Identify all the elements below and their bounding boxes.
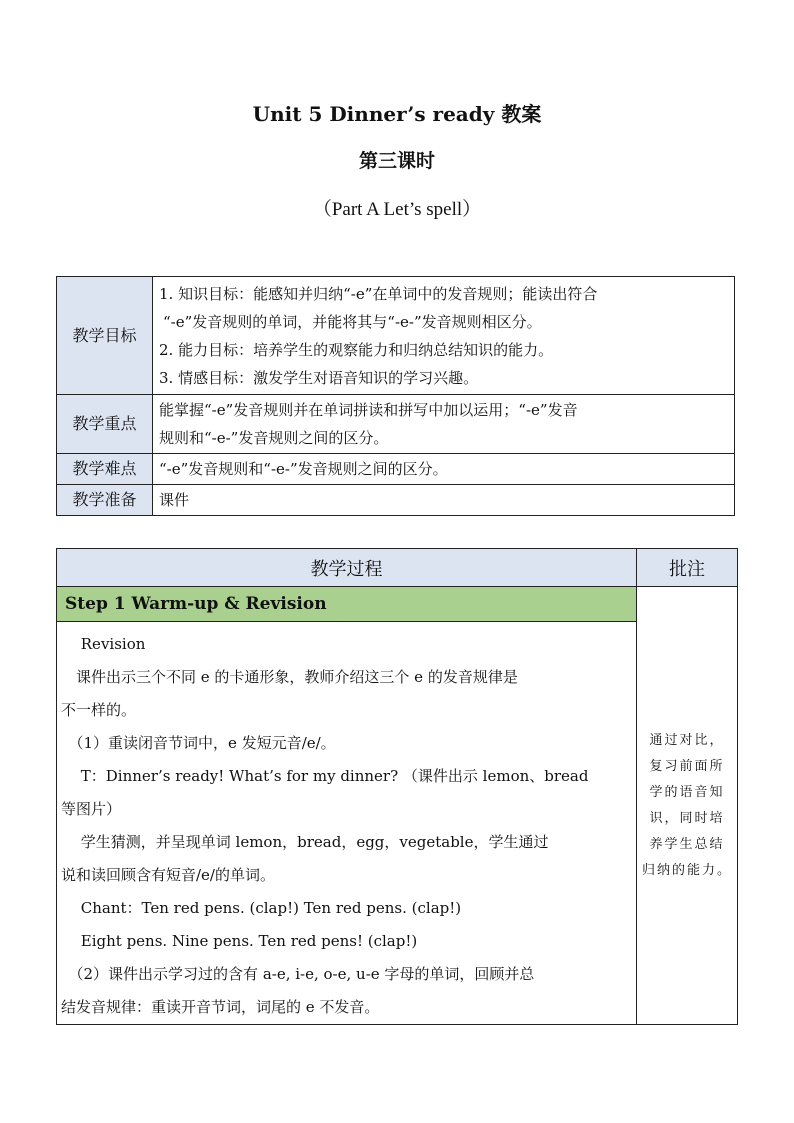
goals-content — [153, 277, 735, 395]
note-line: 归纳的能力。 — [641, 862, 732, 878]
key-points-content — [153, 395, 735, 454]
difficulty-content: “-e”发音规则和“-e-”发音规则之间的区分。 — [153, 454, 735, 485]
note-line: 复习前面所 — [649, 758, 725, 774]
goals-line: 3. 情感目标：激发学生对语音知识的学习兴趣。 — [159, 368, 479, 387]
process-line: Eight pens. Nine pens. Ten red pens! (clap!) — [61, 932, 418, 950]
process-line: 等图片） — [61, 800, 122, 818]
teaching-process-table — [56, 548, 738, 1025]
process-line: 课件出示三个不同 e 的卡通形象，教师介绍这三个 e 的发音规律是 — [61, 668, 518, 686]
preparation-label: 教学准备 — [57, 485, 153, 516]
difficulty-label: 教学难点 — [57, 454, 153, 485]
process-line: 说和读回顾含有短音/e/的单词。 — [61, 866, 275, 884]
process-line: （2）课件出示学习过的含有 a-e, i-e, o-e, u-e 字母的单词，回顾并总 — [61, 965, 535, 983]
preparation-row — [57, 485, 735, 516]
key-points-line: 规则和“-e-”发音规则之间的区分。 — [159, 429, 389, 447]
lesson-info-table — [56, 276, 735, 516]
goals-line: 2. 能力目标：培养学生的观察能力和归纳总结知识的能力。 — [159, 340, 554, 359]
process-line: （1）重读闭音节词中，e 发短元音/e/。 — [61, 734, 336, 752]
goals-line: “-e”发音规则的单词，并能将其与“-e-”发音规则相区分。 — [163, 312, 542, 331]
lesson-part: （Part A Let’s spell） — [312, 199, 482, 220]
note-line: 养学生总结 — [649, 836, 725, 852]
process-line: 结发音规律：重读开音节词，词尾的 e 不发音。 — [61, 998, 380, 1016]
key-points-label: 教学重点 — [57, 395, 153, 454]
goals-label: 教学目标 — [57, 277, 153, 395]
process-line: 不一样的。 — [61, 701, 137, 719]
key-points-line: 能掌握“-e”发音规则并在单词拼读和拼写中加以运用；“-e”发音 — [159, 401, 578, 419]
process-line: Chant：Ten red pens. (clap!) Ten red pens. (clap!) — [61, 899, 462, 917]
process-line: Revision — [61, 635, 146, 653]
process-header: 教学过程 — [57, 549, 637, 587]
document-title: Unit 5 Dinner’s ready 教案 — [252, 102, 542, 126]
notes-header: 批注 — [637, 549, 738, 587]
process-line: 学生猜测，并呈现单词 lemon，bread，egg，vegetable，学生通过 — [61, 833, 549, 851]
goals-row — [57, 277, 735, 395]
note-line: 通过对比， — [649, 732, 725, 748]
notes-cell — [637, 587, 738, 1025]
note-line: 学的语音知 — [649, 784, 725, 800]
lesson-number: 第三课时 — [358, 150, 435, 172]
step-body — [57, 622, 637, 1025]
step-title: Step 1 Warm-up & Revision — [57, 587, 637, 622]
goals-line: 1. 知识目标：能感知并归纳“-e”在单词中的发音规则；能读出符合 — [159, 284, 598, 303]
process-line: T：Dinner’s ready! What’s for my dinner? （课件出示 lemon、bread — [61, 767, 589, 785]
key-points-row — [57, 395, 735, 454]
difficulty-row — [57, 454, 735, 485]
note-line: 识，同时培 — [649, 810, 725, 826]
preparation-content: 课件 — [153, 485, 735, 516]
